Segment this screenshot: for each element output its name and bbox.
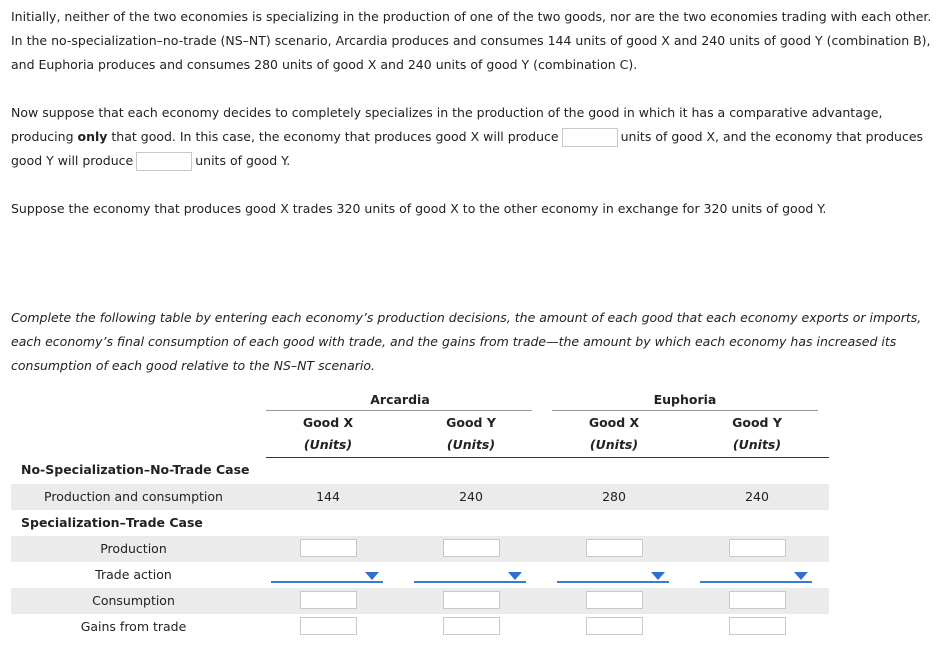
chevron-down-icon[interactable] bbox=[794, 572, 808, 580]
p2-text-2: that good. In this case, the economy that produces good X will produce bbox=[111, 129, 559, 144]
col-units-label: (Units) bbox=[303, 437, 353, 452]
chevron-down-icon[interactable] bbox=[651, 572, 665, 580]
cell-euphoria-good-x: 280 bbox=[602, 489, 626, 504]
group-header-arcardia: Arcardia bbox=[370, 392, 430, 407]
header-divider bbox=[266, 457, 829, 458]
col-units-label: (Units) bbox=[446, 437, 496, 452]
p2-text-4: units of good Y. bbox=[195, 153, 291, 168]
col-header-arcardia-good-x bbox=[257, 412, 399, 456]
chevron-down-icon[interactable] bbox=[508, 572, 522, 580]
production-arcardia-y-input[interactable] bbox=[443, 539, 500, 557]
col-good-label: Good X bbox=[588, 415, 640, 430]
row-label-gains-from-trade: Gains from trade bbox=[80, 619, 187, 634]
gains-arcardia-x-input[interactable] bbox=[300, 617, 357, 635]
dropdown-underline bbox=[414, 581, 526, 583]
row-label-trade-action: Trade action bbox=[95, 567, 172, 582]
row-label-consumption: Consumption bbox=[92, 593, 175, 608]
instructions-paragraph: Complete the following table by entering each economy’s production decisions, the amount of each good that each economy exports or imports, each economy’s final consumption of each good with trade, and the gains from trade—the amount by which each economy has increased its consumption of each good relative to the NS–NT scenario. bbox=[11, 310, 922, 373]
group-header-euphoria: Euphoria bbox=[653, 392, 717, 407]
specialization-paragraph bbox=[11, 101, 933, 173]
col-good-label: Good X bbox=[302, 415, 354, 430]
dropdown-underline bbox=[271, 581, 383, 583]
p2-text-3: units of good X, and the economy that produces good Y will produce bbox=[11, 129, 924, 168]
dropdown-underline bbox=[557, 581, 669, 583]
consumption-euphoria-x-input[interactable] bbox=[586, 591, 643, 609]
dropdown-underline bbox=[700, 581, 812, 583]
arcardia-header-rule bbox=[266, 410, 532, 411]
chevron-down-icon[interactable] bbox=[365, 572, 379, 580]
p2-bold-only: only bbox=[77, 129, 108, 144]
good-y-units-input[interactable] bbox=[136, 152, 192, 171]
col-units-label: (Units) bbox=[732, 437, 782, 452]
good-x-units-input[interactable] bbox=[562, 128, 618, 147]
col-units-label: (Units) bbox=[589, 437, 639, 452]
cell-arcardia-good-x: 144 bbox=[316, 489, 340, 504]
col-good-label: Good Y bbox=[732, 415, 782, 430]
cell-arcardia-good-y: 240 bbox=[459, 489, 483, 504]
section-specialization-trade: Specialization–Trade Case bbox=[21, 515, 203, 530]
consumption-arcardia-y-input[interactable] bbox=[443, 591, 500, 609]
col-header-euphoria-good-y bbox=[686, 412, 828, 456]
gains-euphoria-y-input[interactable] bbox=[729, 617, 786, 635]
intro-paragraph: Initially, neither of the two economies is specializing in the production of one of the two goods, nor are the two economies trading with each other. In the no-specialization–no-trade (NS–NT) scenario, Arcardia produces and consumes 144 units of good X and 240 units of good Y (combination B), and Euphoria produces and consumes 280 units of good X and 240 units of good Y (combination C). bbox=[11, 9, 932, 72]
col-header-euphoria-good-x bbox=[543, 412, 685, 456]
production-euphoria-x-input[interactable] bbox=[586, 539, 643, 557]
p2-text-1: Now suppose that each economy decides to completely specializes in the production of the good in which it has a comparative advantage, producing bbox=[11, 105, 883, 144]
col-header-arcardia-good-y bbox=[400, 412, 542, 456]
production-arcardia-x-input[interactable] bbox=[300, 539, 357, 557]
consumption-arcardia-x-input[interactable] bbox=[300, 591, 357, 609]
row-label-production: Production bbox=[100, 541, 167, 556]
section-ns-nt: No-Specialization–No-Trade Case bbox=[21, 462, 250, 477]
production-euphoria-y-input[interactable] bbox=[729, 539, 786, 557]
consumption-euphoria-y-input[interactable] bbox=[729, 591, 786, 609]
gains-arcardia-y-input[interactable] bbox=[443, 617, 500, 635]
row-label-production-consumption: Production and consumption bbox=[44, 489, 223, 504]
euphoria-header-rule bbox=[552, 410, 818, 411]
cell-euphoria-good-y: 240 bbox=[745, 489, 769, 504]
gains-euphoria-x-input[interactable] bbox=[586, 617, 643, 635]
trade-paragraph: Suppose the economy that produces good X trades 320 units of good X to the other economy in exchange for 320 units of good Y. bbox=[11, 201, 827, 216]
col-good-label: Good Y bbox=[446, 415, 496, 430]
